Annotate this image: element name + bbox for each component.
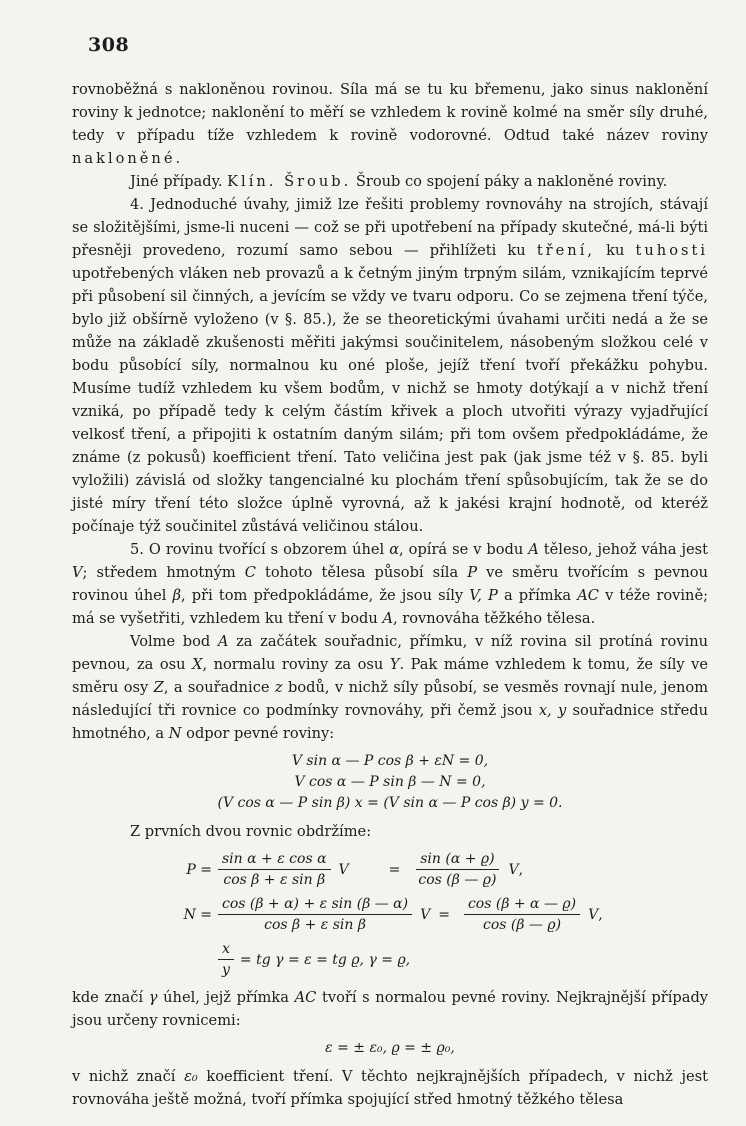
fraction: $\frac{\cos (\beta + \alpha — ϱ)}{\cos (\beta — ϱ)}$	[464, 896, 580, 933]
equation-1: V sin α — P cos β + εN = 0,	[291, 753, 489, 769]
body-text-4	[72, 1065, 708, 1111]
fraction: $\frac{\text{cos (β + α) + ε sin (β — α)}}{\text{cos β + ε sin β}}$	[218, 896, 412, 933]
fraction: $\frac{\text{sin α + ε cos α}}{\text{cos β + ε sin β}}$	[218, 851, 331, 888]
paragraph-6: Z prvních dvou rovnic obdržíme:	[130, 823, 372, 840]
paragraph-1: rovnoběžná s nakloněnou rovinou. Síla má se tu ku břemenu, jako sinus naklonění roviny k jednotce; naklonění to měří se vzhledem k rovině kolmé na směr síly druhé, tedy v případu tíže vzhledem k rovině vodorovné. Odtud také název roviny nakloněné.	[72, 81, 708, 167]
paragraph-8: v nichž značí ε₀ koefficient tření. V těchto nejkrajnějších případech, v nichž jest rovnováha ještě možná, tvoří přímka spojující střed hmotný těžkého tělesa	[72, 1068, 708, 1108]
page-number: 308	[88, 34, 130, 56]
body-text-3	[72, 986, 708, 1032]
equation-block	[72, 751, 708, 814]
equation-2: V cos α — P sin β — N = 0,	[294, 774, 486, 790]
paragraph-3: 4. Jednoduché úvahy, jimiž lze řešiti problemy rovnováhy na strojích, stávají se složitějšími, jsme-li nuceni — což se při upotřebení na případy skutečné, má-li býti přesněji provedeno, rozumí samo sebou — přihlížeti ku tření, ku tuhosti upotřebených vláken neb provazů a k četným jiným trpným silám, vznikajícím teprvé při působení sil činných, a jevícím se vždy ve tvaru odporu. Co se zejmena tření týče, bylo již obšírně vyloženo (v §. 85.), že se theoretickými úvahami určiti nedá a že se může na základě zkušenosti měřiti jakýmsi součinitelem, násobeným složkou celé v bodu působící síly, normalnou ku oné ploše, jejíž tření tvoří překážku pohybu. Musíme tudíž vzhledem ku všem bodům, v nichž se hmoty dotýkají a v nichž tření vzniká, po případě tedy k celým částím křivek a ploch utvořiti výrazy vyjadřující velkosť tření, a připojiti k ostatním daným silám; při tom ovšem předpokládáme, že známe (z pokusů) koefficient tření. Tato veličina jest pak (jak jsme též v §. 85. byli vyložili) závislá od složky tangencialné ku plochám tření spůsobujícím, tak že se do jisté míry tření této složce úplně vyrovná, až k jakési krajní hodnotě, od kteréž počínaje týž součinitel zůstává veličinou stálou.	[72, 196, 709, 535]
equation-P: P = $\frac{\text{sin α + ε cos α}}{\text{cos β + ε sin β}}$ V = $\frac{\sin (\alpha + ϱ)}{\cos (\beta — ϱ)}$ V ,	[186, 851, 524, 888]
fraction: $\frac{x}{y}$	[218, 941, 234, 978]
body-text	[72, 78, 708, 745]
fraction: $\frac{\sin (\alpha + ϱ)}{\cos (\beta — ϱ)}$	[414, 851, 500, 888]
equation-N: N = $\frac{\text{cos (β + α) + ε sin (β — α)}}{\text{cos β + ε sin β}}$ V = $\frac{\cos (\beta + \alpha — ϱ)}{\cos (\beta — ϱ)}$ V ,	[183, 896, 603, 933]
equation-xy: $\frac{x}{y}$ = tg γ = ε = tg ϱ, γ = ϱ,	[72, 941, 708, 978]
paragraph-5: Volme bod A za začátek souřadnic, přímku, v níž rovina sil protíná rovinu pevnou, za osu X, normalu roviny za osu Y. Pak máme vzhledem k tomu, že síly ve směru osy Z, a souřadnice z bodů, v nichž síly působí, se vesměs rovnají nule, jenom následující tři rovnice co podmínky rovnováhy, při čemž jsou x, y souřadnice středu hmotného, a N odpor pevné roviny:	[72, 633, 709, 742]
equation-extreme: ε = ± ε₀, ϱ = ± ϱ₀,	[325, 1040, 455, 1056]
paragraph-7: kde značí γ úhel, jejž přímka AC tvoří s normalou pevné roviny. Nejkrajnější případy jsou určeny rovnicemi:	[72, 989, 709, 1029]
equation-3: (V cos α — P sin β) x = (V sin α — P cos β) y = 0.	[217, 795, 563, 811]
paragraph-2: Jiné případy. Klín. Šroub. Šroub co spojení páky a nakloněné roviny.	[130, 173, 668, 190]
paragraph-4: 5. O rovinu tvořící s obzorem úhel α, opírá se v bodu A těleso, jehož váha jest V; středem hmotným C tohoto tělesa působí síla P ve směru tvořícím s pevnou rovinou úhel β, při tom předpokládáme, že jsou síly V, P a přímka AC v téže rovině; má se vyšetřiti, vzhledem ku tření v bodu A, rovnováha těžkého tělesa.	[72, 541, 709, 627]
body-text-2	[72, 820, 708, 843]
